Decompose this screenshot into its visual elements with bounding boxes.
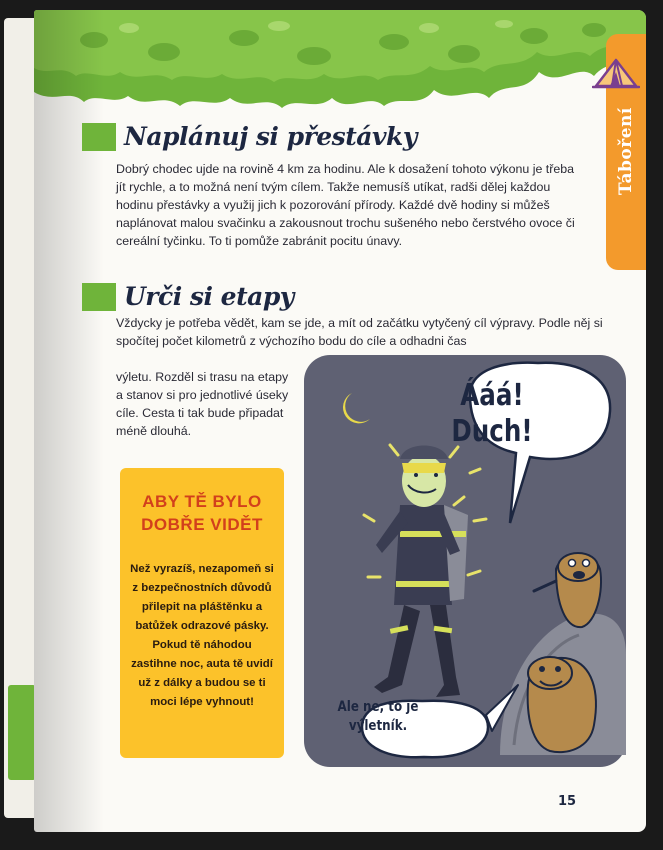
callout-text: Než vyrazíš, nezapomeň si z bezpečnostních důvodů přilepit na pláštěnku a batůžek odrazové pásky. Pokud tě náhodou zastihne noc, auta tě uvidí už z dálky a budou se ti moci lépe vyhnout!: [130, 563, 274, 708]
bubble-line: výletník.: [348, 718, 408, 734]
bubble-line: Ale ne, to je: [337, 699, 419, 715]
bubble-line: Duch!: [451, 414, 533, 449]
callout-title-line: DOBŘE VIDĚT: [141, 515, 263, 534]
section-paragraph: Vždycky je potřeba vědět, kam se jde, a mít od začátku vytyčený cíl výpravy. Podle něj si spočítej počet kilometrů z výchozího bodu do cíle a odhadni čas: [116, 316, 603, 348]
heading-accent-bar: [82, 123, 116, 151]
chapter-tab-label: Táboření: [616, 107, 636, 195]
section-paragraph-continued: výletu. Rozděl si trasu na etapy a stanov si pro jednotlivé úseky cíle. Cesta ti tak bude připadat méně dlouhá.: [116, 370, 289, 438]
callout-title-line: ABY TĚ BYLO: [142, 492, 262, 511]
speech-bubble-bottom-text: [336, 698, 421, 736]
page-number: 15: [557, 794, 577, 809]
section-title: Urči si etapy: [124, 282, 294, 311]
previous-page-green-tab: [8, 685, 36, 780]
callout-title: [120, 490, 284, 536]
tent-icon: [592, 56, 640, 90]
safety-callout-box: [120, 468, 284, 758]
section-paragraph: Dobrý chodec ujde na rovině 4 km za hodinu. Ale k dosažení tohoto výkonu je třeba jít rychle, a to možná není tvým cílem. Takže nemusíš utíkat, radši dělej každou hodinu přestávky a využij jich k pozorování přírody. Každé dvě hodiny si můžeš naplánovat malou svačinku a zakousnout trochu sušeného nebo čerstvého ovoce či cereální tyčinku. To ti pomůže zabránit pocitu únavy.: [116, 162, 575, 248]
heading-accent-bar: [82, 283, 116, 311]
speech-bubble-top-text: [447, 378, 537, 450]
section-title: Naplánuj si přestávky: [124, 122, 417, 151]
bubble-line: Ááá!: [460, 378, 524, 413]
section-heading-stages: [82, 282, 294, 311]
section-heading-breaks: [82, 122, 417, 151]
foliage-border: [34, 10, 646, 120]
